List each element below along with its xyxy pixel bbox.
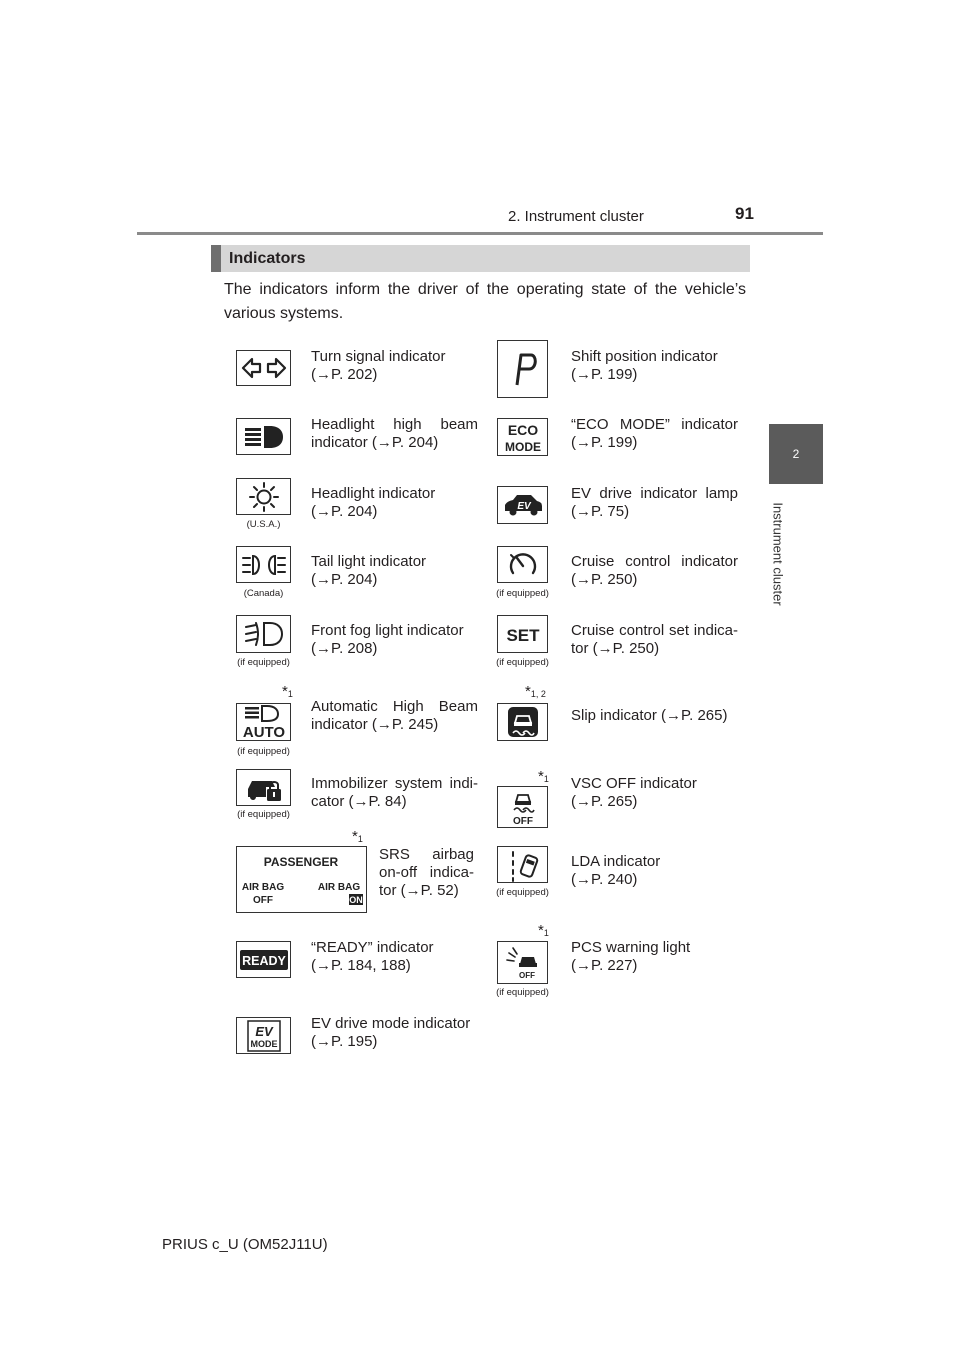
ready-desc xyxy=(311,939,478,975)
srs-airbag-desc xyxy=(379,846,474,900)
desc-line: Turn signal indicator xyxy=(311,348,446,365)
ready-icon xyxy=(239,948,289,972)
desc-line: on-off indica- xyxy=(379,864,474,881)
lda-desc xyxy=(571,853,738,889)
tail-light-note: (Canada) xyxy=(243,588,284,599)
ev-car-icon xyxy=(501,491,545,519)
footnote-number: 1, 2 xyxy=(530,689,546,699)
side-tab-label: Instrument cluster xyxy=(770,502,786,606)
desc-line: (→P. 265) xyxy=(571,793,638,810)
mode-text: MODE xyxy=(504,440,541,454)
ready-text: READY xyxy=(241,953,286,968)
desc-line: Shift position indicator xyxy=(571,348,718,365)
front-fog-note: (if equipped) xyxy=(237,657,290,668)
desc-line: Tail light indicator xyxy=(311,553,427,570)
desc-line: PCS warning light xyxy=(571,939,691,956)
pcs-footnote-mark xyxy=(538,922,549,939)
side-tab-number: 2 xyxy=(792,447,800,461)
desc-line: Slip indicator (→P. 265) xyxy=(571,707,728,724)
cruise-set-note: (if equipped) xyxy=(496,657,549,668)
headlight-icon-box xyxy=(236,478,291,515)
immobilizer-note: (if equipped) xyxy=(237,809,290,820)
desc-line: cator (→P. 84) xyxy=(311,793,407,810)
desc-line: Automatic High Beam xyxy=(311,698,478,715)
cruise-control-note: (if equipped) xyxy=(496,588,549,599)
footnote-number: 1 xyxy=(357,834,363,844)
footnote-number: 1 xyxy=(543,928,549,938)
pcs-note: (if equipped) xyxy=(496,987,549,998)
vsc-off-footnote-mark xyxy=(538,768,549,785)
slip-car-icon xyxy=(507,706,539,738)
pcs-collision-icon xyxy=(503,944,543,982)
tail-light-desc xyxy=(311,553,478,589)
desc-line: tor (→P. 250) xyxy=(571,640,660,657)
airbag-on-state: ON xyxy=(349,894,363,905)
vsc-off-icon xyxy=(503,788,543,826)
ev-text: EV xyxy=(254,1023,273,1039)
header-section-title: 2. Instrument cluster xyxy=(508,208,644,225)
auto-high-beam-icon-box xyxy=(236,703,291,741)
eco-mode-icon xyxy=(500,420,546,454)
immobilizer-desc xyxy=(311,775,478,811)
desc-line: “ECO MODE” indicator xyxy=(571,416,738,433)
front-fog-icon-box xyxy=(236,615,291,653)
footnote-star: * xyxy=(525,683,531,700)
desc-line: (→P. 199) xyxy=(571,434,638,451)
section-title-bar xyxy=(211,245,750,272)
cruise-control-icon-box xyxy=(497,546,548,583)
desc-line: indicator (→P. 245) xyxy=(311,716,439,733)
desc-line: indicator (→P. 204) xyxy=(311,434,439,451)
auto-high-beam-icon xyxy=(239,705,289,739)
desc-line: Cruise control set indica- xyxy=(571,622,738,639)
footer-model-code: PRIUS c_U (OM52J11U) xyxy=(162,1236,328,1253)
desc-line: (→P. 199) xyxy=(571,366,638,383)
front-fog-icon xyxy=(242,619,286,649)
cruise-control-speedometer-icon xyxy=(506,549,540,581)
page-number: 91 xyxy=(735,204,754,223)
high-beam-icon xyxy=(242,423,286,451)
desc-line: (→P. 75) xyxy=(571,503,630,520)
desc-line: SRS airbag xyxy=(379,846,474,863)
airbag-on-label: AIR BAG xyxy=(317,881,361,893)
desc-line: (→P. 204) xyxy=(311,503,378,520)
passenger-text: PASSENGER xyxy=(263,854,339,869)
shift-position-p-icon xyxy=(503,345,543,393)
desc-line: Cruise control indicator xyxy=(571,553,738,570)
header-rule xyxy=(137,232,823,235)
cruise-set-desc xyxy=(571,622,738,658)
desc-line: (→P. 227) xyxy=(571,957,638,974)
srs-airbag-icon-box xyxy=(236,846,367,913)
high-beam-icon-box xyxy=(236,418,291,455)
auto-high-beam-desc xyxy=(311,698,478,734)
airbag-off-label: AIR BAG xyxy=(241,881,285,893)
desc-line: (→P. 240) xyxy=(571,871,638,888)
immobilizer-car-lock-icon xyxy=(242,773,286,803)
headlight-note: (U.S.A.) xyxy=(246,519,281,530)
mode-text: MODE xyxy=(250,1038,277,1049)
turn-signal-icon-box xyxy=(236,350,291,386)
auto-high-beam-note: (if equipped) xyxy=(237,746,290,757)
footnote-star: * xyxy=(352,828,358,845)
ev-drive-lamp-icon-box xyxy=(497,486,548,524)
slip-desc xyxy=(571,707,738,725)
ready-icon-box xyxy=(236,941,291,978)
auto-text: AUTO xyxy=(242,724,285,739)
auto-high-beam-footnote-mark xyxy=(282,683,293,700)
section-title: Indicators xyxy=(229,250,306,267)
desc-line: EV drive mode indicator xyxy=(311,1015,471,1032)
srs-airbag-footnote-mark xyxy=(352,828,363,845)
headlight-desc xyxy=(311,485,478,521)
footnote-number: 1 xyxy=(543,774,549,784)
immobilizer-icon-box xyxy=(236,769,291,806)
front-fog-desc xyxy=(311,622,478,658)
desc-line: Immobilizer system indi- xyxy=(311,775,478,792)
desc-line: (→P. 184, 188) xyxy=(311,957,411,974)
cruise-control-desc xyxy=(571,553,738,589)
desc-line: (→P. 208) xyxy=(311,640,378,657)
ev-text: EV xyxy=(516,501,531,512)
vsc-off-icon-box xyxy=(497,786,548,828)
footnote-star: * xyxy=(538,768,544,785)
tail-light-icon xyxy=(240,551,288,579)
desc-line: (→P. 204) xyxy=(311,571,378,588)
turn-signal-desc xyxy=(311,348,478,384)
desc-line: (→P. 195) xyxy=(311,1033,378,1050)
turn-signal-arrows-icon xyxy=(240,354,288,382)
headlight-sun-icon xyxy=(242,481,286,513)
footnote-number: 1 xyxy=(287,689,293,699)
eco-mode-icon-box xyxy=(497,418,548,456)
shift-position-icon-box xyxy=(497,340,548,398)
lda-icon-box xyxy=(497,846,548,883)
high-beam-desc xyxy=(311,416,478,452)
side-tab-label-wrap xyxy=(758,494,798,614)
lda-note: (if equipped) xyxy=(496,887,549,898)
tail-light-icon-box xyxy=(236,546,291,583)
pcs-icon-box xyxy=(497,941,548,984)
lda-lane-departure-icon xyxy=(503,848,543,882)
vsc-off-desc xyxy=(571,775,738,811)
desc-line: Front fog light indicator xyxy=(311,622,464,639)
desc-line: “READY” indicator xyxy=(311,939,434,956)
srs-airbag-passenger-icon xyxy=(239,850,364,910)
desc-line: Headlight high beam xyxy=(311,416,478,433)
desc-line: tor (→P. 52) xyxy=(379,882,459,899)
set-text: SET xyxy=(505,626,540,645)
eco-mode-desc xyxy=(571,416,738,452)
eco-text: ECO xyxy=(507,422,538,438)
desc-line: VSC OFF indicator xyxy=(571,775,697,792)
pcs-desc xyxy=(571,939,738,975)
desc-line: (→P. 250) xyxy=(571,571,638,588)
ev-drive-lamp-desc xyxy=(571,485,738,521)
desc-line: EV drive indicator lamp xyxy=(571,485,738,502)
ev-drive-mode-icon xyxy=(246,1020,282,1052)
slip-footnote-mark xyxy=(525,683,546,700)
side-tab xyxy=(769,424,823,484)
cruise-set-icon-box xyxy=(497,615,548,653)
airbag-off-state: OFF xyxy=(253,894,273,906)
shift-position-desc xyxy=(571,348,738,384)
footnote-star: * xyxy=(538,922,544,939)
desc-line: LDA indicator xyxy=(571,853,661,870)
off-text: OFF xyxy=(518,970,535,980)
slip-icon-box xyxy=(497,703,548,741)
ev-drive-mode-icon-box xyxy=(236,1017,291,1054)
off-text: OFF xyxy=(512,816,533,826)
ev-drive-mode-desc xyxy=(311,1015,478,1051)
desc-line: Headlight indicator xyxy=(311,485,436,502)
cruise-set-icon xyxy=(501,622,545,646)
shift-p-letter: P xyxy=(522,391,523,392)
section-intro: The indicators inform the driver of the operating state of the vehicle’s various systems. xyxy=(224,281,746,322)
footnote-star: * xyxy=(282,683,288,700)
desc-line: (→P. 202) xyxy=(311,366,378,383)
